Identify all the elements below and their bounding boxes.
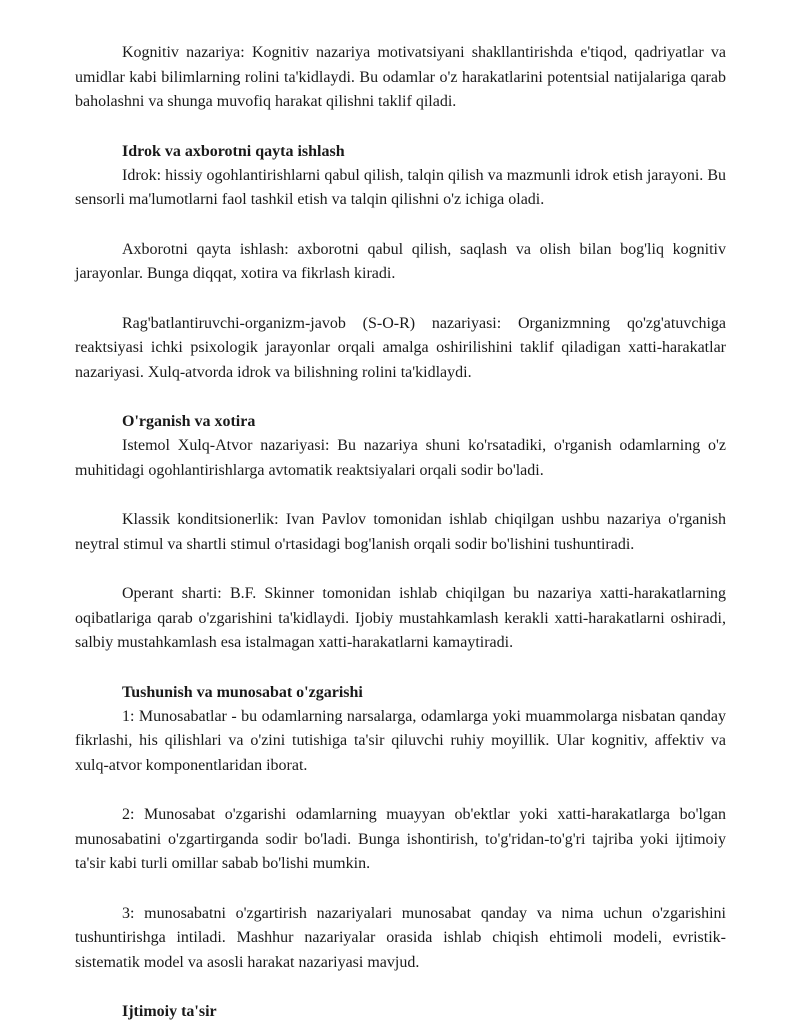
paragraph-cognitive-theory: Kognitiv nazariya: Kognitiv nazariya motivatsiyani shakllantirishda e'tiqod, qadriyatlar va umidlar kabi bilimlarning rolini ta'kidlaydi. Bu odamlar o'z harakatlarini potentsial natijalariga qarab baholashni va shunga muvofiq harakat qilishni taklif qiladi. xyxy=(75,44,726,110)
paragraph: 2: Munosabat o'zgarishi odamlarning muayyan ob'ektlar yoki xatti-harakatlarga bo'lgan munosabatini o'zgartirganda sodir bo'ladi. Bunga ishontirish, to'g'ridan-to'g'ri tajriba yoki ijtimoiy ta'sir kabi turli omillar sabab bo'lishi mumkin. xyxy=(75,806,726,872)
section-heading: O'rganish va xotira xyxy=(122,413,256,430)
section-heading: Ijtimoiy ta'sir xyxy=(122,1003,217,1020)
section-heading: Idrok va axborotni qayta ishlash xyxy=(122,142,345,160)
paragraph: 3: munosabatni o'zgartirish nazariyalari munosabat qanday va nima uchun o'zgarishini tushuntirishga intiladi. Mashhur nazariyalar orasida ishlab chiqish ehtimoli modeli, evristik-sistematik model va asosli harakat nazariyasi mavjud. xyxy=(75,904,726,971)
document-page xyxy=(75,41,726,1024)
paragraph: Istemol Xulq-Atvor nazariyasi: Bu nazariya shuni ko'rsatadiki, o'rganish odamlarning o'z muhitidagi ogohlantirishlarga avtomatik reaktsiyalari orqali sodir bo'ladi. xyxy=(75,437,726,479)
paragraph: Klassik konditsionerlik: Ivan Pavlov tomonidan ishlab chiqilgan ushbu nazariya o'rganish neytral stimul va shartli stimul o'rtasidagi bog'lanish orqali sodir bo'lishini tushuntiradi. xyxy=(75,511,726,553)
section-learning-memory xyxy=(75,410,726,656)
section-social-influence xyxy=(75,1000,726,1024)
paragraph: 1: Munosabatlar - bu odamlarning narsalarga, odamlarga yoki muammolarga nisbatan qanday fikrlashi, his qilishlari va o'zini tutishiga ta'sir qiluvchi ruhiy moyillik. Ular kognitiv, affektiv va xulq-atvor komponentlaridan iborat. xyxy=(75,707,726,774)
section-attitude-change xyxy=(75,681,726,976)
paragraph: Rag'batlantiruvchi-organizm-javob (S-O-R) nazariyasi: Organizmning qo'zg'atuvchiga reaktsiyasi ichki psixologik jarayonlar orqali amalga oshirilishini taklif qiladigan xatti-harakatlar nazariyasi. Xulq-atvorda idrok va bilishning rolini ta'kidlaydi. xyxy=(75,314,726,381)
paragraph: Idrok: hissiy ogohlantirishlarni qabul qilish, talqin qilish va mazmunli idrok etish jarayoni. Bu sensorli ma'lumotlarni faol tashkil etish va talqin qilishni o'z ichiga oladi. xyxy=(75,166,726,208)
paragraph: Operant sharti: B.F. Skinner tomonidan ishlab chiqilgan bu nazariya xatti-harakatlarning oqibatlariga qarab o'zgarishini ta'kidlaydi. Ijobiy mustahkamlash kerakli xatti-harakatlarni oshiradi, salbiy mustahkamlash esa istalmagan xatti-harakatlarni kamaytiradi. xyxy=(75,585,726,651)
section-perception xyxy=(75,140,726,386)
section-heading: Tushunish va munosabat o'zgarishi xyxy=(122,683,363,701)
paragraph: Axborotni qayta ishlash: axborotni qabul qilish, saqlash va olish bilan bog'liq kognitiv jarayonlar. Bunga diqqat, xotira va fikrlash kiradi. xyxy=(75,240,726,282)
